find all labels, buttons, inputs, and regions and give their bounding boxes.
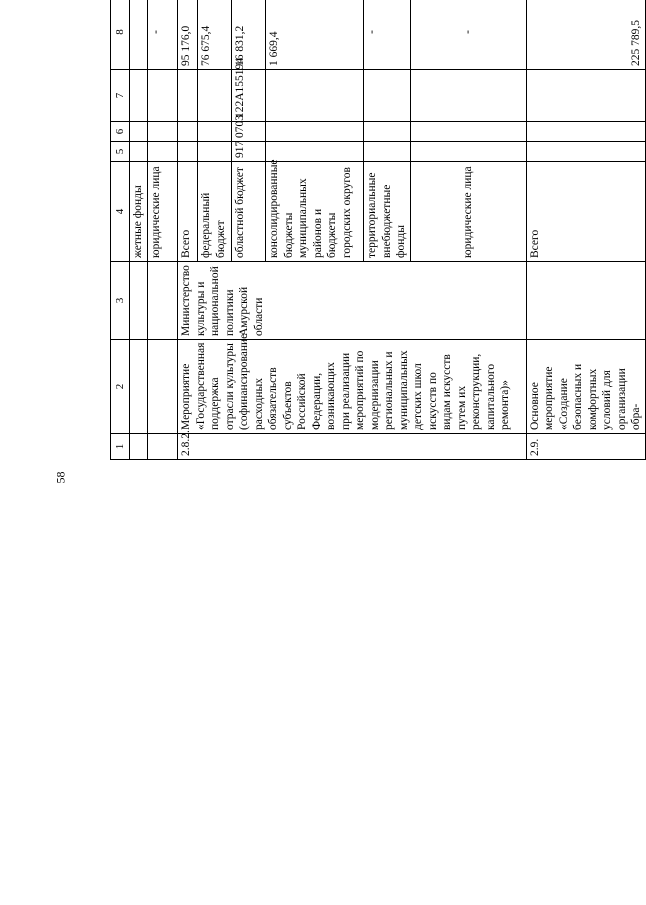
- table-cell: [198, 142, 232, 162]
- column-header: 4: [111, 162, 130, 262]
- table-cell: [266, 122, 364, 142]
- table-cell: [130, 340, 148, 434]
- header-row: [111, 0, 130, 460]
- table-cell: 2.8.2.: [178, 434, 527, 460]
- table-cell: [130, 142, 148, 162]
- column-header: 8: [111, 0, 130, 70]
- table-viewport: [110, 20, 642, 872]
- table-cell: 2.9.: [526, 434, 645, 460]
- table-cell: [148, 70, 178, 122]
- table-cell: территориальные внебюджетные фонды: [364, 162, 411, 262]
- table-cell: 917: [232, 142, 266, 162]
- table-cell: [198, 122, 232, 142]
- table-cell: 1 669,4: [266, 0, 364, 70]
- table-row: [148, 0, 178, 460]
- table-cell: Основное мероприятие «Создание безопасных и комфортных условий для организации обра-: [526, 340, 645, 434]
- table-cell: [364, 122, 411, 142]
- table-cell: юридические лица: [410, 162, 526, 262]
- table-cell: [130, 70, 148, 122]
- page-number: 58: [53, 471, 68, 484]
- table-cell: -: [410, 0, 526, 70]
- table-cell: 76 675,4: [198, 0, 232, 70]
- table-cell: [148, 122, 178, 142]
- table-cell: [198, 70, 232, 122]
- table-cell: [178, 142, 198, 162]
- column-header: 5: [111, 142, 130, 162]
- table-row: [130, 0, 148, 460]
- table-cell: [526, 142, 645, 162]
- budget-table: [110, 0, 646, 460]
- table-cell: 16 831,2: [232, 0, 266, 70]
- column-header: 2: [111, 340, 130, 434]
- table-cell: [148, 262, 178, 340]
- table-cell: [526, 70, 645, 122]
- table-cell: 95 176,0: [178, 0, 198, 70]
- table-cell: [410, 122, 526, 142]
- table-cell: [266, 70, 364, 122]
- table-cell: [526, 262, 645, 340]
- table-cell: 0703: [232, 122, 266, 142]
- table-cell: [364, 70, 411, 122]
- table-cell: 225 789,5: [526, 0, 645, 70]
- table-cell: [526, 122, 645, 142]
- table-cell: консолидированные бюджеты муниципальных районов и бюджеты городских округов: [266, 162, 364, 262]
- table-cell: Всего: [526, 162, 645, 262]
- table-row: [526, 0, 645, 460]
- table-cell: [130, 262, 148, 340]
- table-cell: -: [364, 0, 411, 70]
- rotated-table-container: [110, 0, 642, 460]
- column-header: 7: [111, 70, 130, 122]
- table-cell: Мероприятие «Государственная поддержка отрасли культуры (софинансирование расходных обязательств субъектов Российской Федерации, возникающих при реализации мероприятий по модернизации региональных и муниципальных детских школ искусств по видам искусств путем их реконструкции, капитального ремонта)»: [178, 340, 527, 434]
- table-cell: [130, 434, 148, 460]
- table-cell: федеральный бюджет: [198, 162, 232, 262]
- table-cell: [410, 142, 526, 162]
- table-cell: Министерство культуры и национальной политики Амурской области: [178, 262, 527, 340]
- column-header: 6: [111, 122, 130, 142]
- table-cell: Всего: [178, 162, 198, 262]
- table-cell: [130, 122, 148, 142]
- table-cell: 122A155194: [232, 70, 266, 122]
- table-cell: юридические лица: [148, 162, 178, 262]
- table-cell: [178, 122, 198, 142]
- column-header: 3: [111, 262, 130, 340]
- table-cell: [148, 434, 178, 460]
- table-cell: [364, 142, 411, 162]
- table-cell: [148, 142, 178, 162]
- table-cell: [130, 0, 148, 70]
- table-cell: [178, 70, 198, 122]
- table-cell: [148, 340, 178, 434]
- table-row: [178, 0, 198, 460]
- table-cell: жетные фонды: [130, 162, 148, 262]
- table-cell: областной бюджет: [232, 162, 266, 262]
- column-header: 1: [111, 434, 130, 460]
- table-cell: [410, 70, 526, 122]
- table-cell: -: [148, 0, 178, 70]
